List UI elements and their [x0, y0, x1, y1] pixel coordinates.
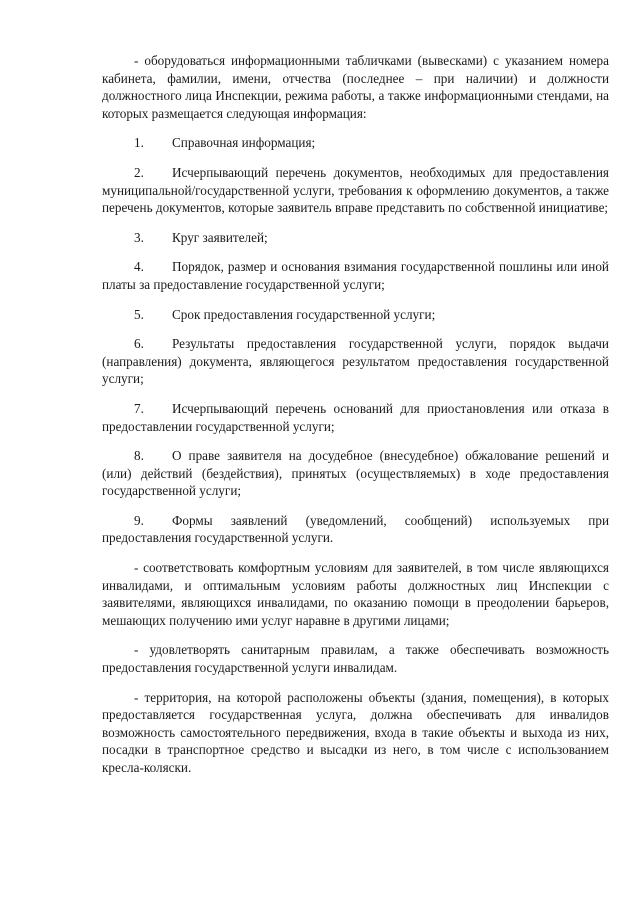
list-item-number: 1.	[134, 135, 144, 151]
list-item-number: 5.	[134, 306, 144, 322]
list-item-2	[102, 164, 609, 217]
list-item-text: Результаты предоставления государственной услуги, порядок выдачи (направления) документа, являющегося результатом предоставления государственной услуги;	[102, 336, 609, 387]
spacer	[102, 246, 609, 258]
list-item-text: О праве заявителя на досудебное (внесудебное) обжалование решений и (или) действий (бездействия), принятых (осуществляемых) в ходе предоставления государственной услуги;	[102, 448, 609, 499]
accessibility-paragraph: - соответствовать комфортным условиям для заявителей, в том числе являющихся инвалидами, и оптимальным условиям работы должностных лиц Инспекции с заявителями, являющихся инвалидами, по оказанию помощи в преодолении барьеров, мешающих получению ими услуг наравне в другими лицами;	[102, 560, 609, 628]
spacer	[102, 547, 609, 559]
list-item-text: Формы заявлений (уведомлений, сообщений) используемых при предоставления государственной услуги.	[102, 512, 609, 546]
list-item-number: 9.	[134, 512, 144, 528]
list-item-4	[102, 258, 609, 293]
spacer	[102, 629, 609, 641]
spacer	[102, 217, 609, 229]
spacer	[102, 500, 609, 512]
list-item-1	[102, 134, 609, 152]
list-item-text: Исчерпывающий перечень оснований для приостановления или отказа в предоставлении государственной услуги;	[102, 400, 609, 434]
list-item-text: Срок предоставления государственной услуги;	[172, 306, 436, 322]
list-item-text: Справочная информация;	[172, 135, 316, 151]
list-item-3	[102, 229, 609, 247]
list-item-8	[102, 447, 609, 500]
spacer	[102, 152, 609, 164]
list-item-9	[102, 512, 609, 547]
territory-paragraph: - территория, на которой расположены объекты (здания, помещения), в которых предоставляется государственная услуга, должна обеспечивать для инвалидов возможность самостоятельного передвижения, входа в такие объекты и выхода из них, посадки в транспортное средство и высадки из него, в том числе с использованием кресла-коляски.	[102, 689, 609, 775]
list-item-text: Порядок, размер и основания взимания государственной пошлины или иной платы за предоставление государственной услуги;	[102, 259, 609, 292]
document-page	[102, 52, 609, 777]
list-item-number: 3.	[134, 229, 144, 245]
list-item-number: 7.	[134, 400, 144, 416]
list-item-7	[102, 400, 609, 435]
spacer	[102, 388, 609, 400]
spacer	[102, 122, 609, 134]
list-item-text: Круг заявителей;	[172, 229, 268, 245]
list-item-6	[102, 335, 609, 388]
intro-paragraph: - оборудоваться информационными табличками (вывесками) с указанием номера кабинета, фамилии, имени, отчества (последнее – при наличии) и должности должностного лица Инспекции, режима работы, а также информационными стендами, на которых размещается следующая информация:	[102, 53, 609, 121]
spacer	[102, 294, 609, 306]
spacer	[102, 323, 609, 335]
list-item-text: Исчерпывающий перечень документов, необходимых для предоставления муниципальной/государственной услуги, требования к оформлению документов, а также перечень документов, которые заявитель вправе представить по собственной инициативе;	[102, 164, 609, 216]
list-item-number: 6.	[134, 336, 144, 352]
spacer	[102, 435, 609, 447]
sanitary-paragraph: - удовлетворять санитарным правилам, а также обеспечивать возможность предоставления государственной услуги инвалидам.	[102, 642, 609, 676]
list-item-5	[102, 306, 609, 324]
spacer	[102, 677, 609, 689]
list-item-number: 8.	[134, 448, 144, 464]
list-item-number: 2.	[134, 164, 144, 180]
list-item-number: 4.	[134, 259, 144, 275]
